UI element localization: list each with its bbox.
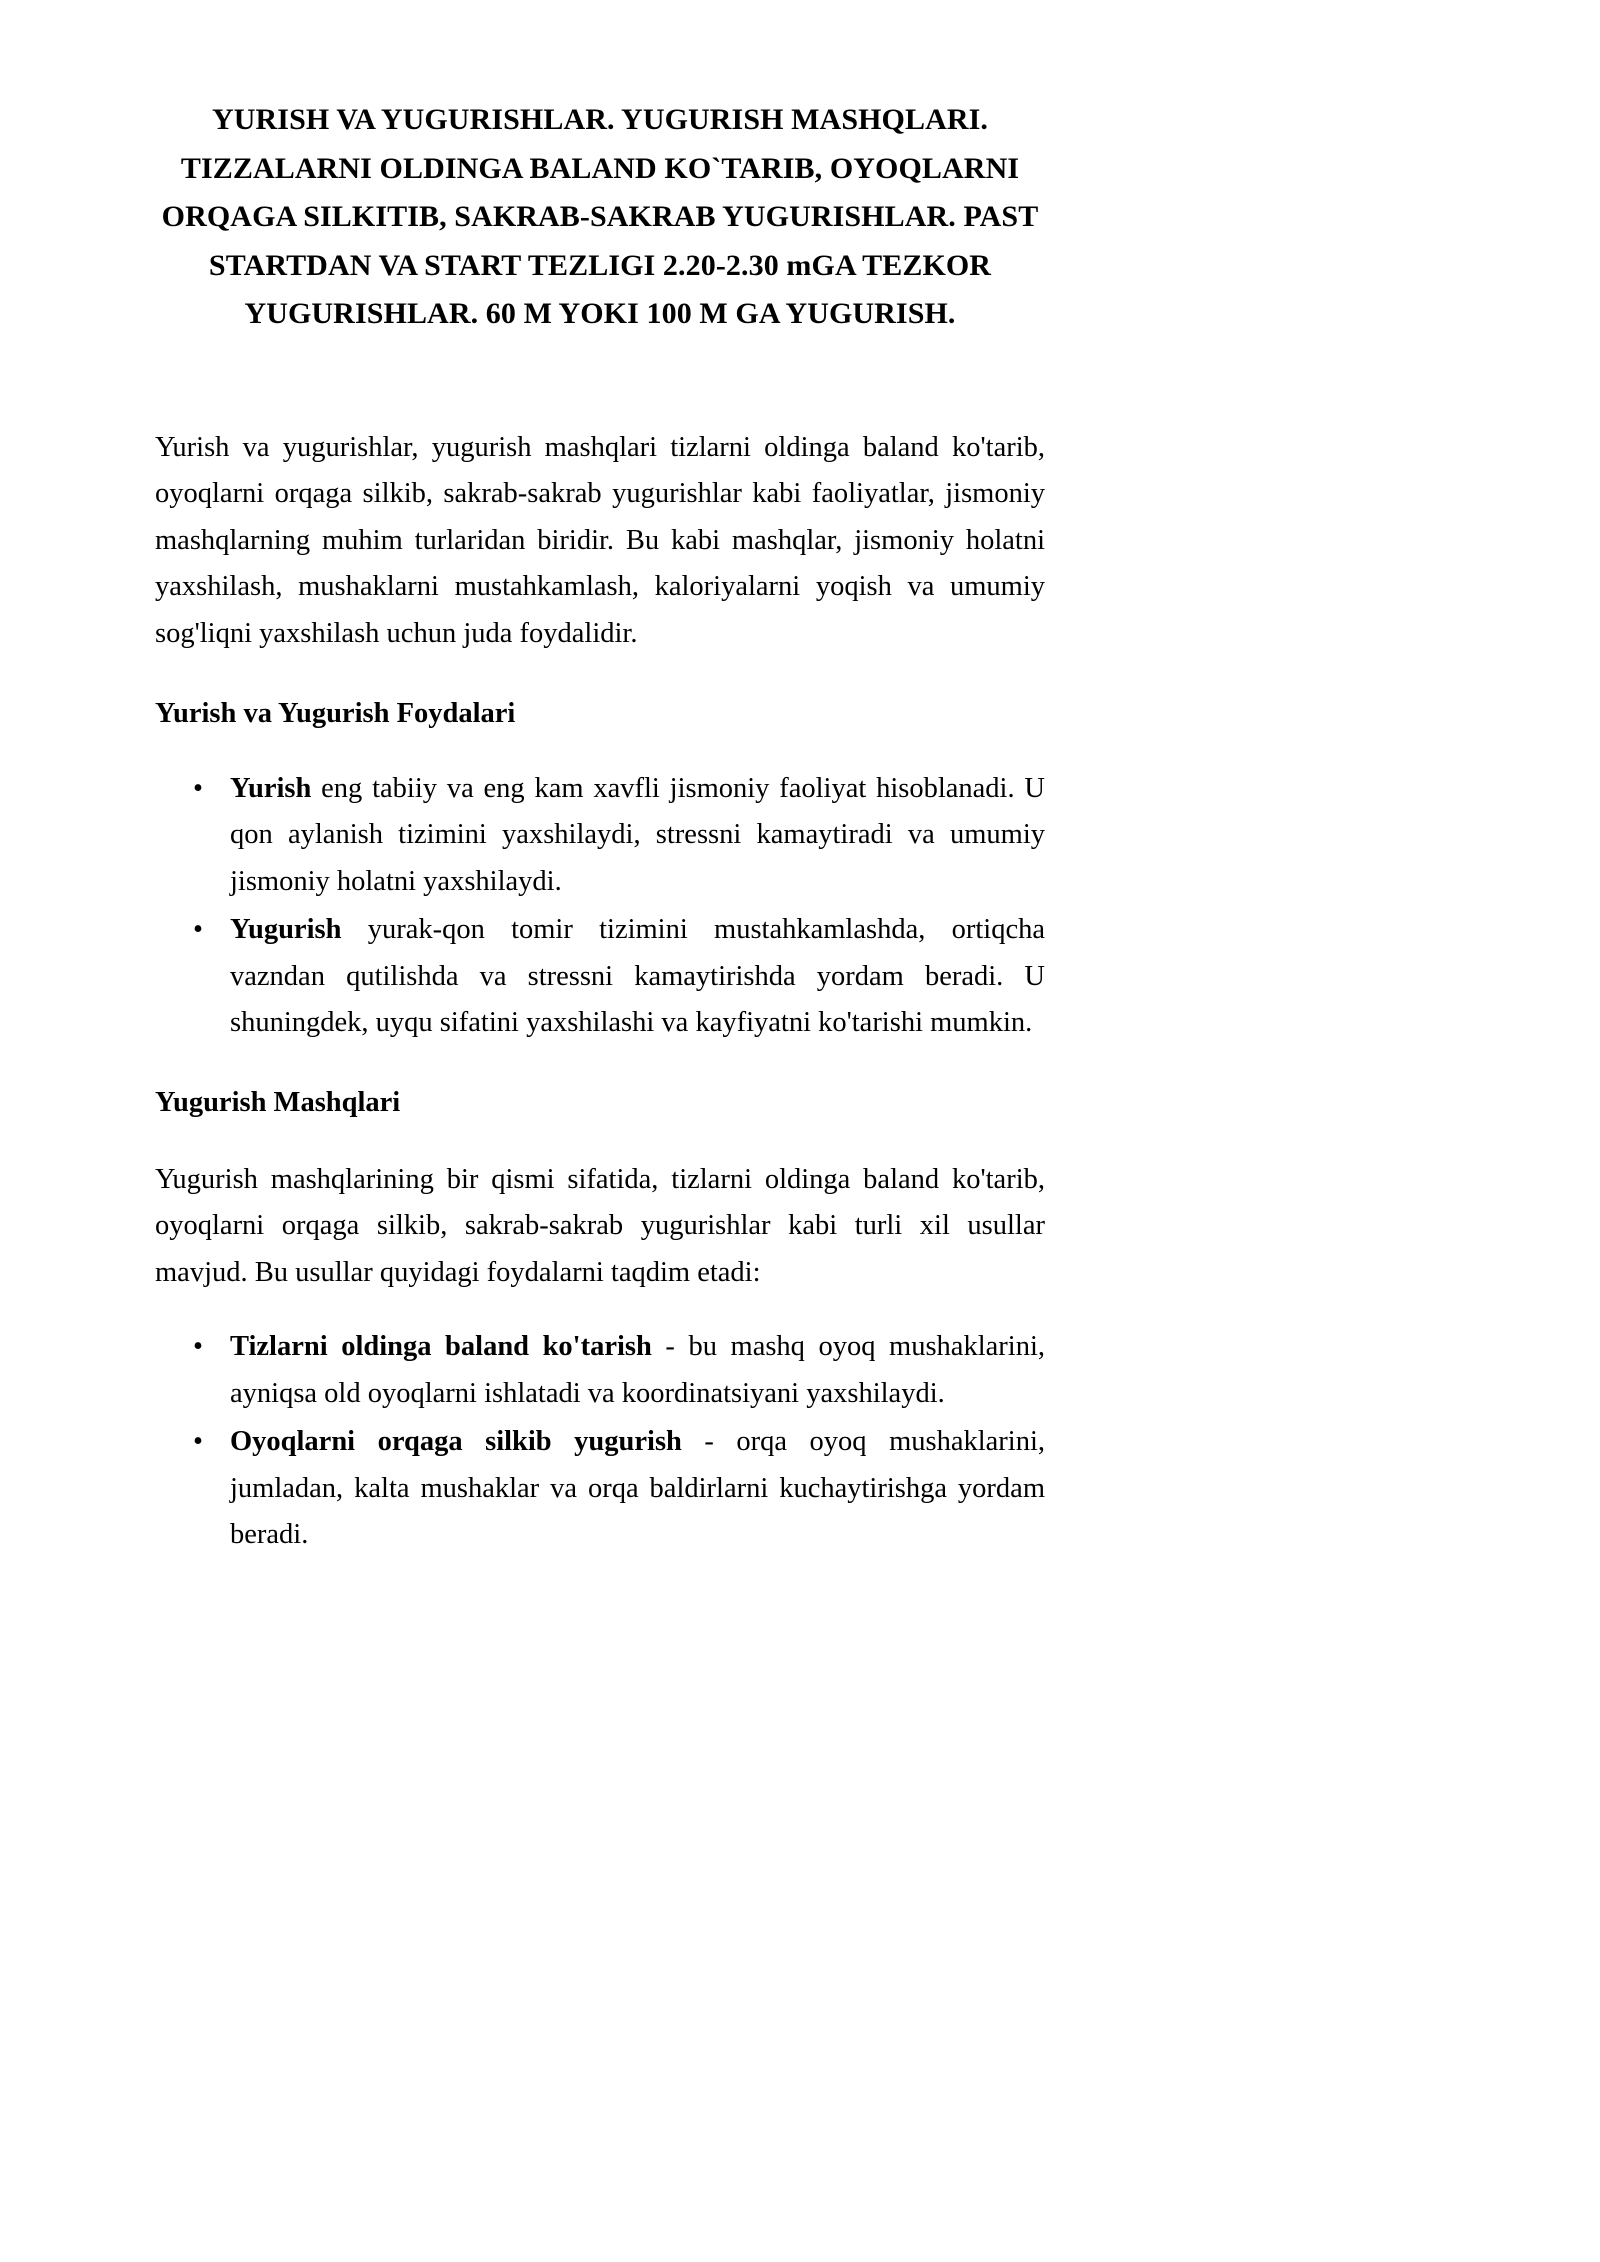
exercises-paragraph: Yugurish mashqlarining bir qismi sifatida, tizlarni oldinga baland ko'tarib, oyoqlarni orqaga silkib, sakrab-sakrab yugurishlar kabi turli xil usullar mavjud. Bu usullar quyidagi foydalarni taqdim etadi: [155, 1163, 1045, 1288]
list-item-lead: Yurish [230, 772, 312, 804]
list-item-lead: Tizlarni oldinga baland ko'tarish [230, 1331, 652, 1363]
document-body [155, 0, 1045, 1560]
list-item [155, 766, 1045, 905]
list-item-text: - orqa oyoq mushaklarini, jumladan, kalta mushaklar va orqa baldirlarni kuchaytirishga yordam beradi. [230, 1426, 1045, 1551]
list-item-lead: Yugurish [230, 914, 342, 946]
section-heading-exercises: Yugurish Mashqlari [155, 1087, 401, 1119]
list-item [155, 1419, 1045, 1558]
bullet-dot-icon: • [193, 914, 203, 946]
bullet-dot-icon: • [193, 1331, 203, 1363]
section-heading-benefits: Yurish va Yugurish Foydalari [155, 698, 516, 730]
document-title: YURISH VA YUGURISHLAR. YUGURISH MASHQLARI. TIZZALARNI OLDINGA BALAND KO`TARIB, OYOQLARNI ORQAGA SILKITIB, SAKRAB-SAKRAB YUGURISHLAR. PAST STARTDAN VA START TEZLIGI 2.20-2.30 mGA TEZKOR YUGURISHLAR. 60 M YOKI 100 M GA YUGURISH. [161, 103, 1039, 331]
list-item-lead: Oyoqlarni orqaga silkib yugurish [230, 1426, 682, 1458]
list-item [155, 907, 1045, 1046]
list-item [155, 1324, 1045, 1417]
intro-paragraph: Yurish va yugurishlar, yugurish mashqlari tizlarni oldinga baland ko'tarib, oyoqlarni orqaga silkib, sakrab-sakrab yugurishlar kabi faoliyatlar, jismoniy mashqlarning muhim turlaridan biridir. Bu kabi mashqlar, jismoniy holatni yaxshilash, mushaklarni mustahkamlash, kaloriyalarni yoqish va umumiy sog'liqni yaxshilash uchun juda foydalidir. [155, 431, 1045, 649]
bullet-dot-icon: • [193, 772, 203, 804]
list-item-text: eng tabiiy va eng kam xavfli jismoniy faoliyat hisoblanadi. U qon aylanish tizimini yaxshilaydi, stressni kamaytiradi va umumiy jismoniy holatni yaxshilaydi. [230, 772, 1045, 897]
list-item-text: yurak-qon tomir tizimini mustahkamlashda, ortiqcha vazndan qutilishda va stressni kamaytirishda yordam beradi. U shuningdek, uyqu sifatini yaxshilashi va kayfiyatni ko'tarishi mumkin. [230, 914, 1045, 1038]
benefits-bullet-list [155, 766, 1045, 1047]
list-item-text: - bu mashq oyoq mushaklarini, ayniqsa old oyoqlarni ishlatadi va koordinatsiyani yaxshilaydi. [230, 1331, 1045, 1409]
bullet-dot-icon: • [193, 1426, 203, 1458]
exercises-bullet-list [155, 1324, 1045, 1558]
